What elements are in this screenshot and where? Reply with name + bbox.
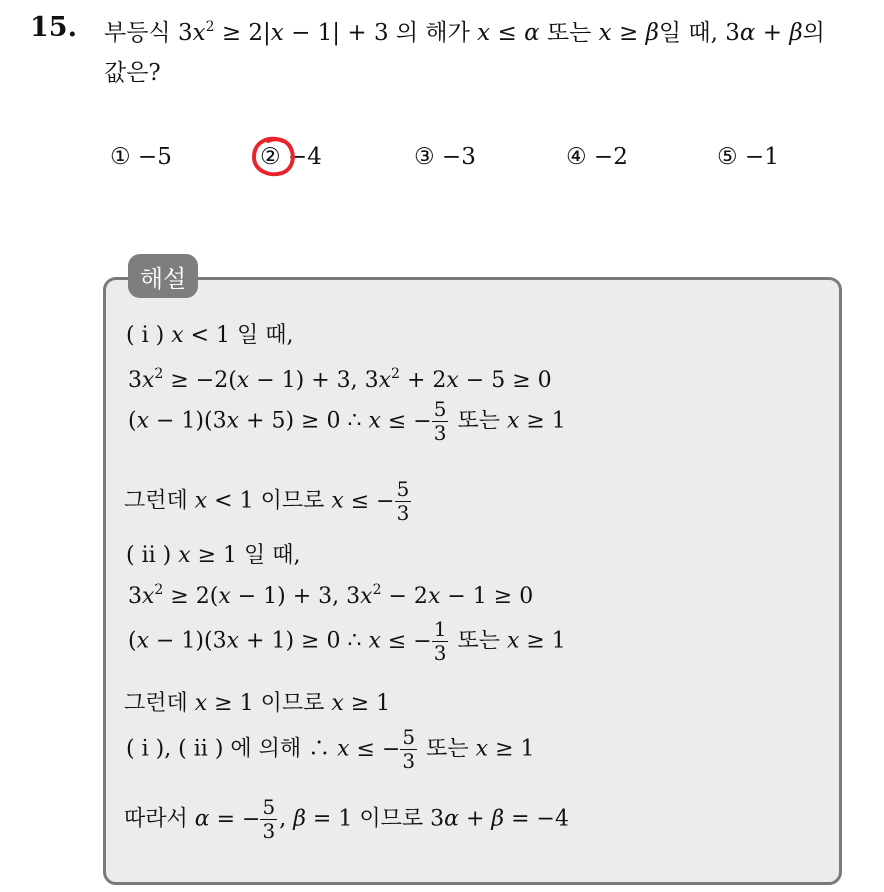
solution-line-10: 따라서 α = − $\frac{5}{3}$ , β = 1 이므로 3α + β = −4: [124, 795, 569, 843]
solution-line-3: (x − 1)(3x + 5) ≥ 0 ∴ x ≤ − $\frac{5}{3}$ 또는 x ≥ 1: [128, 397, 566, 445]
question-line-1: 부등식 $3x^2 \ge 2|x - 1| + 3$ 의 해가 x ≤ α 또는 x ≥ β일 때, 3α + β의: [104, 19, 825, 46]
choice-3[interactable]: ③ −3: [414, 144, 476, 170]
fraction-1-3: $\frac{1}{3}$: [433, 617, 447, 665]
answer-circle-mark: [248, 133, 300, 181]
choice-2[interactable]: ② −4: [260, 144, 322, 170]
solution-line-8: 그런데 x ≥ 1 이므로 x ≥ 1: [124, 691, 391, 716]
solution-line-1: ( ⅰ ) x < 1 일 때,: [126, 323, 294, 348]
solution-line-2: $3x^2 \ge -2(x - 1) + 3$, $3x^2 + 2x - 5 \ge 0$: [128, 366, 552, 393]
solution-line-4: 그런데 x < 1 이므로 x ≤ − $\frac{5}{3}$: [124, 477, 410, 525]
question-line-2: 값은?: [104, 60, 161, 86]
fraction-5-3: $\frac{5}{3}$: [433, 397, 447, 445]
solution-line-7: (x − 1)(3x + 1) ≥ 0 ∴ x ≤ − $\frac{1}{3}$ 또는 x ≥ 1: [128, 617, 566, 665]
solution-line-6: $3x^2 \ge 2(x - 1) + 3$, $3x^2 - 2x - 1 \ge 0$: [128, 582, 534, 609]
solution-tag: 해설: [128, 254, 198, 298]
fraction-5-3: $\frac{5}{3}$: [402, 725, 416, 773]
choice-5[interactable]: ⑤ −1: [717, 144, 779, 170]
solution-line-5: ( ⅱ ) x ≥ 1 일 때,: [126, 543, 301, 568]
question-number: 15.: [30, 12, 77, 43]
fraction-5-3: $\frac{5}{3}$: [396, 477, 410, 525]
choice-4[interactable]: ④ −2: [566, 144, 628, 170]
fraction-5-3: $\frac{5}{3}$: [262, 795, 276, 843]
solution-line-9: ( ⅰ ), ( ⅱ ) 에 의해 ∴ x ≤ − $\frac{5}{3}$ 또는 x ≥ 1: [126, 725, 535, 773]
choice-1[interactable]: ① −5: [110, 144, 172, 170]
